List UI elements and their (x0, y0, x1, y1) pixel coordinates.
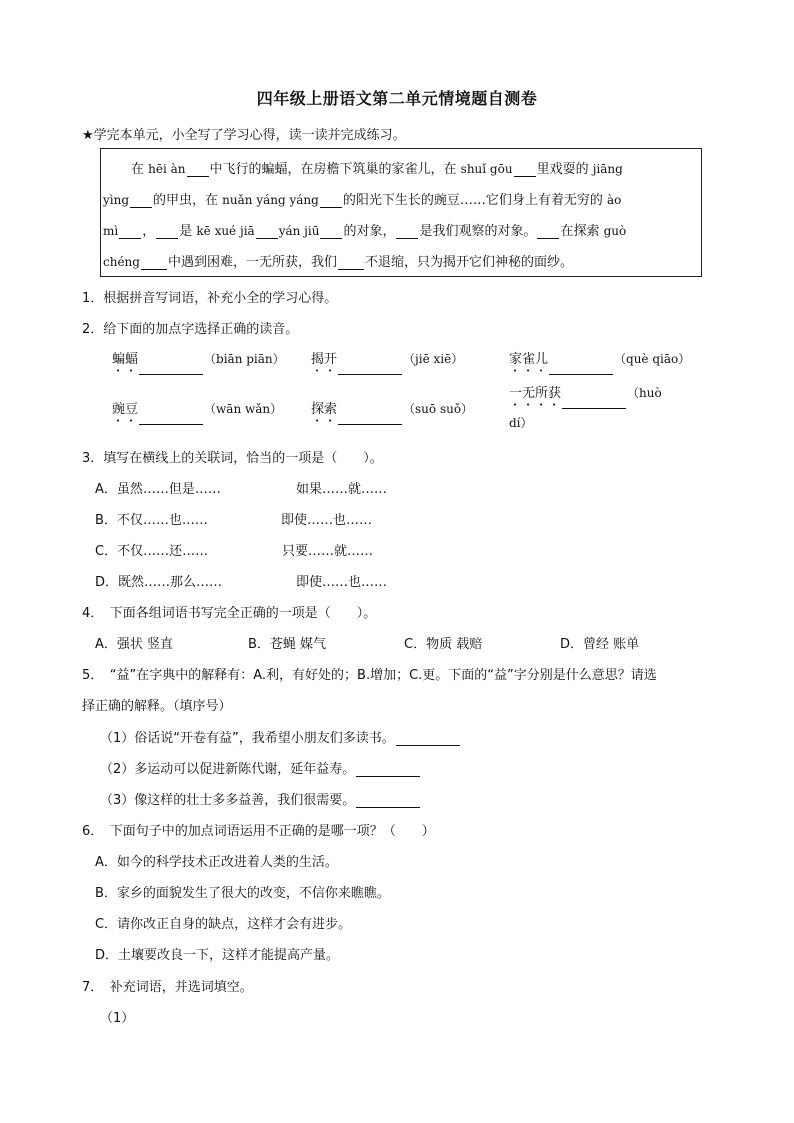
pinyin: yán jiū (278, 224, 320, 238)
q3-option-c[interactable]: C．不仅……还…… (95, 544, 209, 559)
passage-text: 的阳光下生长的豌豆……它们身上有着无穷的 (342, 193, 607, 208)
passage-text: 在探索 (560, 224, 604, 239)
q6-option-b[interactable]: B．家乡的面貌发生了很大的改变，不信你来瞧瞧。 (95, 886, 390, 901)
passage-box (100, 148, 702, 277)
q4-option-d[interactable]: D．曾经 账单 (560, 637, 640, 652)
q2-word: 一无所获 (509, 386, 562, 401)
pinyin-options: （huò (627, 386, 662, 400)
q2-word: 豌豆 (112, 402, 139, 417)
pinyin-options: （biān piān） (204, 352, 285, 366)
passage-text: 中遇到困难，一无所获，我们 (167, 255, 337, 270)
answer-blank[interactable] (356, 794, 420, 808)
pinyin-options: （jiē xiē） (403, 352, 464, 366)
passage-text: 中飞行的蝙蝠，在房檐下筑巢的家雀儿，在 (209, 162, 461, 177)
answer-blank[interactable] (130, 194, 152, 208)
pinyin: mì (103, 224, 119, 238)
pinyin: nuǎn yáng yáng (222, 193, 319, 207)
question-6-stem: 6． 下面句子中的加点词语运用不正确的是哪一项？（ ） (82, 824, 435, 839)
answer-blank[interactable] (139, 361, 203, 375)
answer-blank[interactable] (356, 763, 420, 777)
pinyin: kē xué jiā (196, 224, 255, 238)
pinyin: chéng (103, 255, 140, 269)
answer-blank[interactable] (141, 256, 167, 270)
answer-blank[interactable] (187, 163, 209, 177)
pinyin: ào (606, 193, 622, 207)
answer-blank[interactable] (549, 361, 613, 375)
pinyin-options-cont: dí） (509, 416, 533, 430)
pinyin: guò (603, 224, 627, 238)
q2-item (311, 398, 473, 425)
q4-option-c[interactable]: C．物质 载赔 (404, 637, 483, 652)
q3-option-c-part2: 只要……就…… (282, 544, 374, 559)
q2-item (112, 398, 282, 425)
question-5-stem: 5． “益”在字典中的解释有：A.利，有好处的；B.增加；C.更。下面的“益”字分别是什么意思？请选 (82, 668, 657, 683)
q3-option-a[interactable]: A．虽然……但是…… (95, 482, 221, 497)
answer-blank[interactable] (320, 194, 342, 208)
passage-line-3 (103, 220, 626, 239)
intro-text: ★学完本单元，小全写了学习心得，读一读并完成练习。 (82, 128, 406, 143)
q2-word: 蝙蝠 (112, 352, 139, 367)
answer-blank[interactable] (537, 225, 559, 239)
q3-option-a-part2: 如果……就…… (296, 482, 388, 497)
pinyin-options: （què qiāo） (614, 352, 691, 366)
question-4-stem: 4． 下面各组词语书写完全正确的一项是（ ）。 (82, 606, 377, 621)
passage-line-4 (103, 251, 573, 270)
question-3-stem: 3．填写在横线上的关联词，恰当的一项是（ ）。 (82, 451, 383, 466)
answer-blank[interactable] (338, 256, 364, 270)
answer-blank[interactable] (256, 225, 278, 239)
q5-item (100, 758, 421, 777)
passage-text: 的对象， (343, 224, 396, 239)
answer-blank[interactable] (338, 361, 402, 375)
passage-text: ， (142, 224, 156, 239)
answer-blank[interactable] (562, 395, 626, 409)
q2-word: 揭开 (311, 352, 338, 367)
q4-option-b[interactable]: B．苍蝇 媒气 (248, 637, 327, 652)
answer-blank[interactable] (514, 163, 536, 177)
passage-line-1 (131, 158, 623, 177)
passage-text: 在 (131, 162, 149, 177)
question-5-stem-cont: 择正确的解释。（填序号） (82, 699, 232, 714)
pinyin: shuǐ gōu (460, 162, 513, 176)
q5-item (100, 789, 421, 808)
q2-item (311, 348, 463, 375)
answer-blank[interactable] (156, 225, 178, 239)
pinyin: jiāng (592, 162, 623, 176)
pinyin-options: （suō suǒ） (403, 402, 474, 416)
pinyin: hēi àn (148, 162, 186, 176)
question-2-stem: 2．给下面的加点字选择正确的读音。 (82, 322, 299, 337)
q2-item (509, 348, 690, 375)
q3-option-d[interactable]: D．既然……那么…… (95, 575, 223, 590)
q6-option-c[interactable]: C．请你改正自身的缺点，这样才会有进步。 (95, 917, 352, 932)
passage-text: 的甲虫，在 (153, 193, 223, 208)
question-7-stem: 7． 补充词语，并选词填空。 (82, 980, 253, 995)
q2-word: 探索 (311, 402, 338, 417)
q5-item-text: （3）像这样的壮士多多益善，我们很需要。 (100, 793, 356, 808)
q3-option-b-part2: 即使……也…… (281, 513, 373, 528)
q4-option-a[interactable]: A．强状 竖直 (95, 637, 174, 652)
q2-item (112, 348, 285, 375)
q5-item (100, 727, 461, 746)
q7-subquestion-label: （1） (100, 1011, 135, 1026)
q6-option-a[interactable]: A．如今的科学技术正改进着人类的生活。 (95, 855, 338, 870)
passage-text: 是 (179, 224, 197, 239)
passage-line-2 (103, 189, 621, 208)
answer-blank[interactable] (338, 411, 402, 425)
pinyin-options: （wān wǎn） (204, 402, 283, 416)
answer-blank[interactable] (396, 732, 460, 746)
answer-blank[interactable] (396, 225, 418, 239)
q5-item-text: （1）俗话说“开卷有益”，我希望小朋友们多读书。 (100, 731, 395, 746)
q3-option-b[interactable]: B．不仅……也…… (95, 513, 208, 528)
passage-text: 不退缩，只为揭开它们神秘的面纱。 (364, 255, 573, 270)
page-title: 四年级上册语文第二单元情境题自测卷 (256, 89, 538, 108)
answer-blank[interactable] (139, 411, 203, 425)
question-1: 1．根据拼音写词语，补充小全的学习心得。 (82, 291, 338, 306)
q5-item-text: （2）多运动可以促进新陈代谢，延年益寿。 (100, 762, 356, 777)
q2-item (509, 382, 662, 409)
answer-blank[interactable] (119, 225, 141, 239)
q2-word: 家雀儿 (509, 352, 549, 367)
pinyin: yìng (103, 193, 130, 207)
answer-blank[interactable] (320, 225, 342, 239)
passage-text: 是我们观察的对象。 (419, 224, 537, 239)
q6-option-d[interactable]: D．土壤要改良一下，这样才能提高产量。 (95, 948, 340, 963)
passage-text: 里戏耍的 (536, 162, 593, 177)
q3-option-d-part2: 即使……也…… (296, 575, 388, 590)
